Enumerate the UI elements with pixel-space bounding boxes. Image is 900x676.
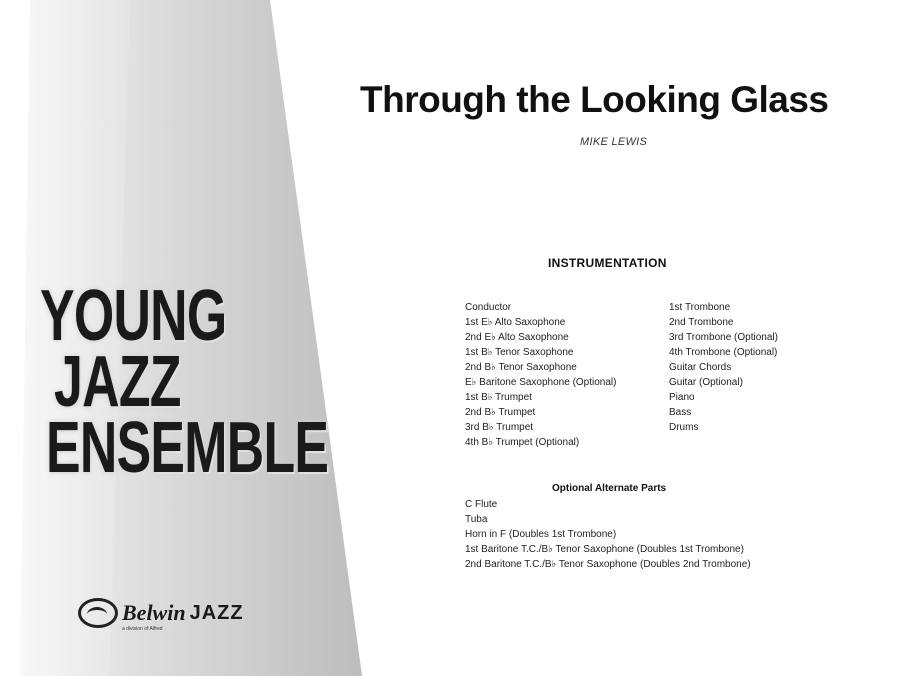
list-item: 2nd B♭ Tenor Saxophone — [465, 362, 577, 373]
optional-parts-heading: Optional Alternate Parts — [552, 483, 667, 494]
list-item: 3rd B♭ Trumpet — [465, 422, 534, 433]
list-item: C Flute — [465, 499, 498, 510]
instrument-list-right — [669, 300, 778, 435]
list-item: Horn in F (Doubles 1st Trombone) — [465, 529, 617, 540]
list-item: Tuba — [465, 514, 488, 525]
series-line-jazz: JAZZ — [54, 342, 181, 422]
list-item: 1st Baritone T.C./B♭ Tenor Saxophone (Doubles 1st Trombone) — [465, 544, 744, 555]
list-item: 1st Trombone — [669, 302, 731, 313]
list-item: Guitar Chords — [669, 362, 732, 373]
list-item: 2nd E♭ Alto Saxophone — [465, 332, 569, 343]
composer-name: MIKE LEWIS — [580, 136, 648, 148]
publisher-name: Belwin — [122, 600, 186, 625]
list-item: Conductor — [465, 302, 512, 313]
instrument-list-left — [465, 300, 616, 450]
optional-parts-list — [465, 497, 751, 572]
list-item: Piano — [669, 392, 695, 403]
list-item: 2nd B♭ Trumpet — [465, 407, 536, 418]
publisher-line: JAZZ — [189, 601, 244, 624]
list-item: 2nd Baritone T.C./B♭ Tenor Saxophone (Doubles 2nd Trombone) — [465, 559, 751, 570]
list-item: E♭ Baritone Saxophone (Optional) — [465, 377, 617, 388]
list-item: Drums — [669, 422, 699, 433]
list-item: 1st B♭ Trumpet — [465, 392, 532, 403]
series-line-ensemble: ENSEMBLE — [46, 408, 329, 488]
series-title — [40, 276, 370, 488]
cover-art-panel — [0, 0, 370, 676]
series-line-young: YOUNG — [40, 276, 227, 356]
publisher-logo — [78, 598, 244, 628]
list-item: 1st B♭ Tenor Saxophone — [465, 347, 574, 358]
list-item: 4th Trombone (Optional) — [669, 347, 778, 358]
list-item: 2nd Trombone — [669, 317, 734, 328]
list-item: Bass — [669, 407, 692, 418]
list-item: 4th B♭ Trumpet (Optional) — [465, 437, 580, 448]
list-item: 3rd Trombone (Optional) — [669, 332, 778, 343]
instrumentation-heading: INSTRUMENTATION — [548, 256, 667, 270]
belwin-logo-icon — [78, 598, 118, 628]
list-item: 1st E♭ Alto Saxophone — [465, 317, 566, 328]
list-item: Guitar (Optional) — [669, 377, 743, 388]
piece-title: Through the Looking Glass — [360, 79, 829, 120]
publisher-subtitle: a division of Alfred — [122, 626, 163, 632]
